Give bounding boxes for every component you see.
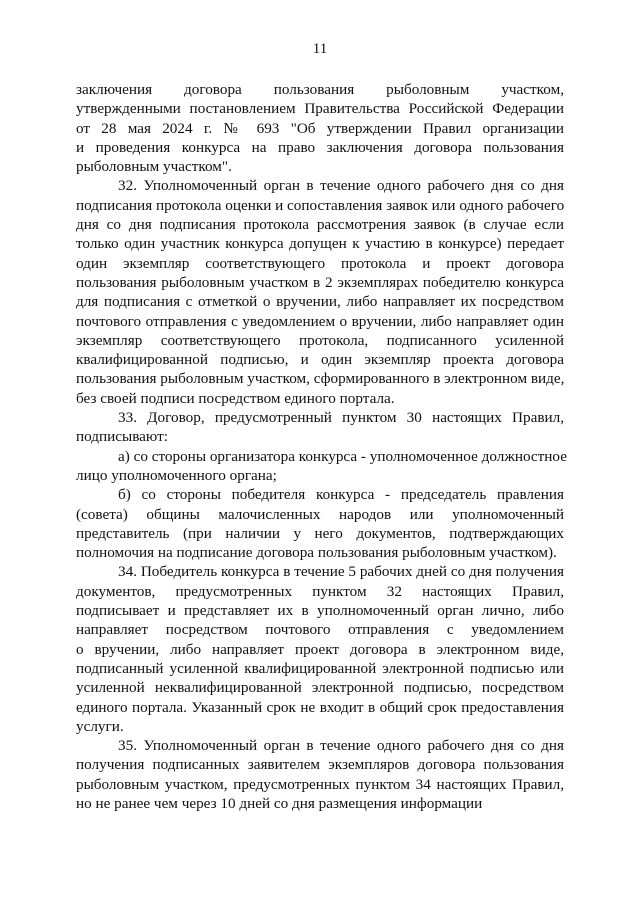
text-line: квалифицированной подписью, и один экземпляр проекта договора xyxy=(76,351,564,369)
text-line: утвержденными постановлением Правительства Российской Федерации xyxy=(76,100,564,118)
text-line: подписанный усиленной квалифицированной электронной подписью или xyxy=(76,659,564,677)
paragraph xyxy=(76,80,564,176)
text-line: о вручении, либо направляет проект договора в электронном виде, xyxy=(76,640,564,658)
text-line: но не ранее чем через 10 дней со дня размещения информации xyxy=(76,794,483,812)
text-line: лицо уполномоченного органа; xyxy=(76,466,277,484)
text-line: (совета) общины малочисленных народов или уполномоченный xyxy=(76,505,564,523)
text-line: 32. Уполномоченный орган в течение одного рабочего дня со дня xyxy=(118,177,564,195)
text-line: единого портала. Указанный срок не входит в общий срок предоставления xyxy=(76,698,564,716)
text-line: рыболовным участком, предусмотренных пунктом 34 настоящих Правил, xyxy=(76,775,564,793)
page-number: 11 xyxy=(312,41,328,57)
document-body xyxy=(76,80,567,813)
paragraph xyxy=(76,408,564,447)
text-line: заключения договора пользования рыболовным участком, xyxy=(76,81,564,98)
text-line: подписывают: xyxy=(76,428,168,446)
text-line: рыболовным участком". xyxy=(76,158,232,176)
text-line: усиленной неквалифицированной электронной подписью, посредством xyxy=(76,679,564,697)
text-line: документов, предусмотренных пунктом 32 настоящих Правил, xyxy=(76,582,564,600)
text-line: только один участник конкурса допущен к участию в конкурсе) передает xyxy=(76,235,564,253)
paragraph xyxy=(76,447,567,486)
text-line: 33. Договор, предусмотренный пунктом 30 настоящих Правил, xyxy=(118,409,564,427)
paragraph xyxy=(76,562,564,736)
text-line: 34. Победитель конкурса в течение 5 рабочих дней со дня получения xyxy=(118,563,564,581)
text-line: почтового отправления с уведомлением о вручении, либо направляет один xyxy=(76,312,564,330)
text-line: и проведения конкурса на право заключения договора пользования xyxy=(76,138,564,156)
text-line: 35. Уполномоченный орган в течение одного рабочего дня со дня xyxy=(118,737,564,755)
text-line: представитель (при наличии у него документов, подтверждающих xyxy=(76,524,564,542)
text-line: от 28 мая 2024 г. № 693 "Об утверждении Правил организации xyxy=(76,119,564,137)
text-line: пользования рыболовным участком, сформированного в электронном виде, xyxy=(76,370,565,388)
text-line: для подписания с отметкой о вручении, либо направляет их посредством xyxy=(76,293,564,311)
text-line: услуги. xyxy=(76,717,124,735)
text-line: дня со дня подписания протокола рассмотрения заявок (в случае если xyxy=(76,216,564,234)
text-line: подписания протокола оценки и сопоставления заявок или одного рабочего xyxy=(76,196,565,214)
text-line: полномочия на подписание договора пользования рыболовным участком). xyxy=(76,544,557,562)
paragraph xyxy=(76,176,564,408)
text-line: пользования рыболовным участком в 2 экземплярах победителю конкурса xyxy=(76,273,564,291)
text-line: подписывает и представляет их в уполномоченный орган лично, либо xyxy=(76,602,564,620)
paragraph xyxy=(76,485,564,562)
text-line: без своей подписи посредством единого портала. xyxy=(76,389,395,407)
text-line: экземпляр соответствующего протокола, подписанного усиленной xyxy=(76,331,564,349)
text-line: а) со стороны организатора конкурса - уполномоченное должностное xyxy=(118,447,567,465)
text-line: получения подписанных заявителем экземпляров договора пользования xyxy=(76,756,564,774)
text-line: б) со стороны победителя конкурса - председатель правления xyxy=(118,486,564,504)
paragraph xyxy=(76,736,564,813)
text-line: направляет посредством почтового отправления с уведомлением xyxy=(76,621,564,639)
text-line: один экземпляр соответствующего протокола и проект договора xyxy=(76,254,564,272)
